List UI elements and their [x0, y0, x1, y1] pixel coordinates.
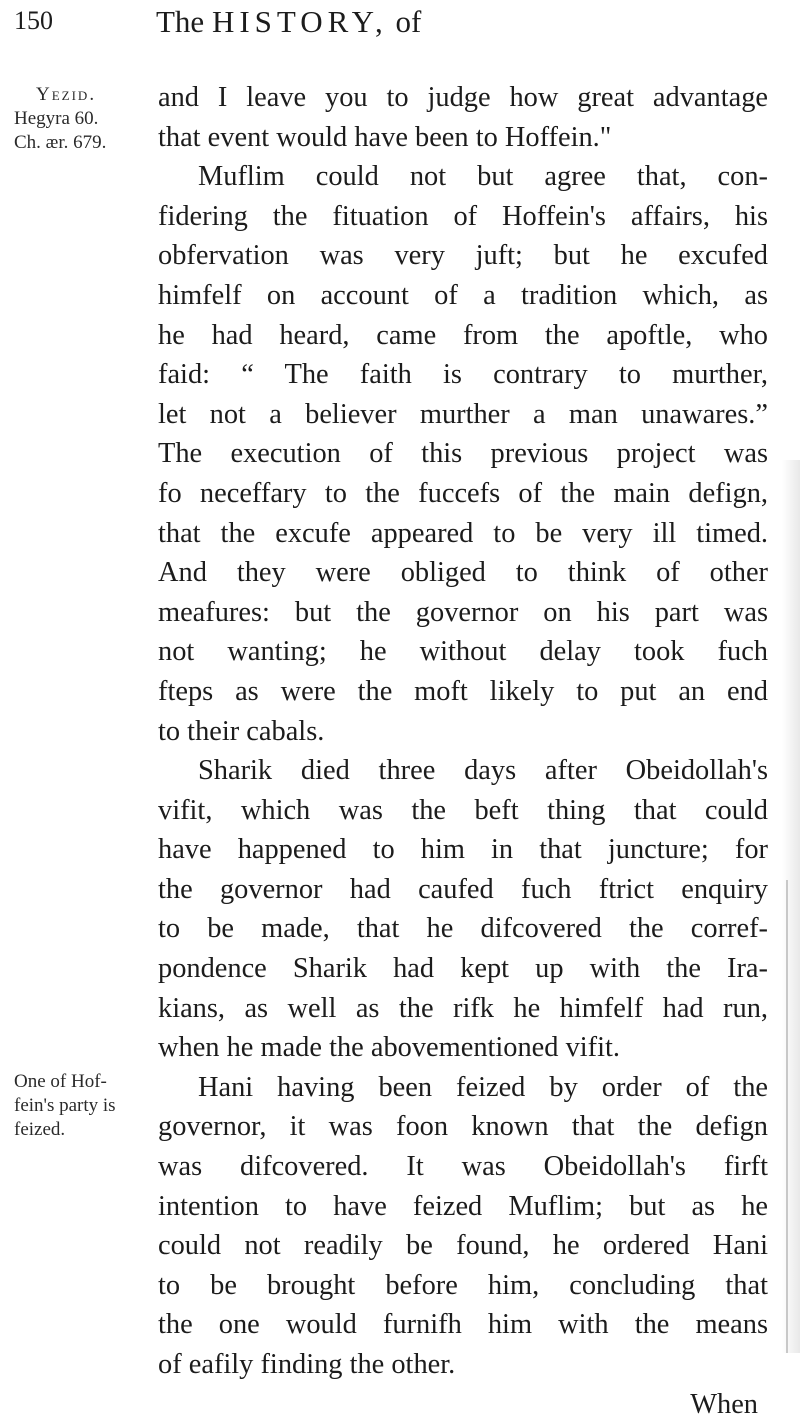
- text-line: himfelf on account of a tradition which, as: [158, 279, 768, 311]
- margin-note-chronology: [14, 83, 152, 155]
- text-line: and I leave you to judge how great advantage: [158, 82, 768, 113]
- text-line: And they were obliged to think of other: [158, 557, 768, 589]
- text-line: that the excufe appeared to be very ill timed.: [158, 517, 768, 549]
- text-line: let not a believer murther a man unawares.”: [158, 398, 768, 430]
- text-line: fidering the fituation of Hoffein's affairs, his: [158, 200, 768, 232]
- running-head-history: HISTORY,: [211, 4, 388, 39]
- text-line: governor, it was foon known that the defign: [158, 1111, 768, 1143]
- text-line: Hani having been feized by order of the: [198, 1071, 768, 1103]
- text-line: intention to have feized Muflim; but as he: [158, 1190, 768, 1222]
- text-line: have happened to him in that juncture; for: [158, 834, 768, 866]
- text-line: the one would furnifh him with the means: [158, 1309, 768, 1341]
- page-edge-shadow: [782, 460, 800, 1353]
- margin-note-hoffein-party: [14, 1070, 152, 1142]
- text-line: kians, as well as the rifk he himfelf had run,: [158, 992, 768, 1024]
- margin-note-line: Ch. ær. 679.: [14, 132, 107, 153]
- text-line: that event would have been to Hoffein.": [158, 121, 612, 153]
- running-head-of: of: [395, 4, 422, 39]
- text-line: to be brought before him, concluding that: [158, 1269, 768, 1301]
- text-line: The execution of this previous project was: [158, 438, 768, 470]
- text-line: fteps as were the moft likely to put an end: [158, 675, 768, 707]
- margin-note-line: Hegyra 60.: [14, 108, 99, 129]
- text-line: obfervation was very juft; but he excufed: [158, 240, 768, 272]
- text-line: was difcovered. It was Obeidollah's firft: [158, 1151, 768, 1183]
- running-head: [156, 4, 716, 40]
- text-line: to their cabals.: [158, 715, 325, 747]
- text-line: meafures: but the governor on his part was: [158, 596, 768, 628]
- margin-note-line: feized.: [14, 1119, 66, 1140]
- text-line: faid: “ The faith is contrary to murther,: [158, 359, 768, 391]
- text-line: he had heard, came from the apoftle, who: [158, 319, 768, 351]
- text-line: not wanting; he without delay took fuch: [158, 636, 768, 668]
- text-line: pondence Sharik had kept up with the Ira-: [158, 953, 768, 985]
- text-line: to be made, that he difcovered the corref-: [158, 913, 768, 945]
- margin-note-line: One of Hof-: [14, 1071, 107, 1092]
- body-text: [158, 78, 768, 1424]
- text-line: Muflim could not but agree that, con-: [198, 161, 768, 193]
- text-line: could not readily be found, he ordered Hani: [158, 1230, 768, 1262]
- text-line: Sharik died three days after Obeidollah's: [198, 755, 768, 787]
- page-edge-line: [786, 880, 788, 1353]
- text-line: when he made the abovementioned vifit.: [158, 1032, 620, 1064]
- text-line: of eafily finding the other.: [158, 1349, 456, 1380]
- page-number: 150: [14, 6, 53, 35]
- margin-note-line: Yezid.: [36, 84, 97, 105]
- running-head-the: The: [156, 4, 205, 39]
- text-line: the governor had caufed fuch ftrict enquiry: [158, 873, 768, 905]
- text-line: vifit, which was the beft thing that could: [158, 794, 768, 826]
- text-line: fo neceffary to the fuccefs of the main defign,: [158, 477, 768, 509]
- margin-note-line: fein's party is: [14, 1095, 116, 1116]
- catchword: When: [690, 1388, 758, 1420]
